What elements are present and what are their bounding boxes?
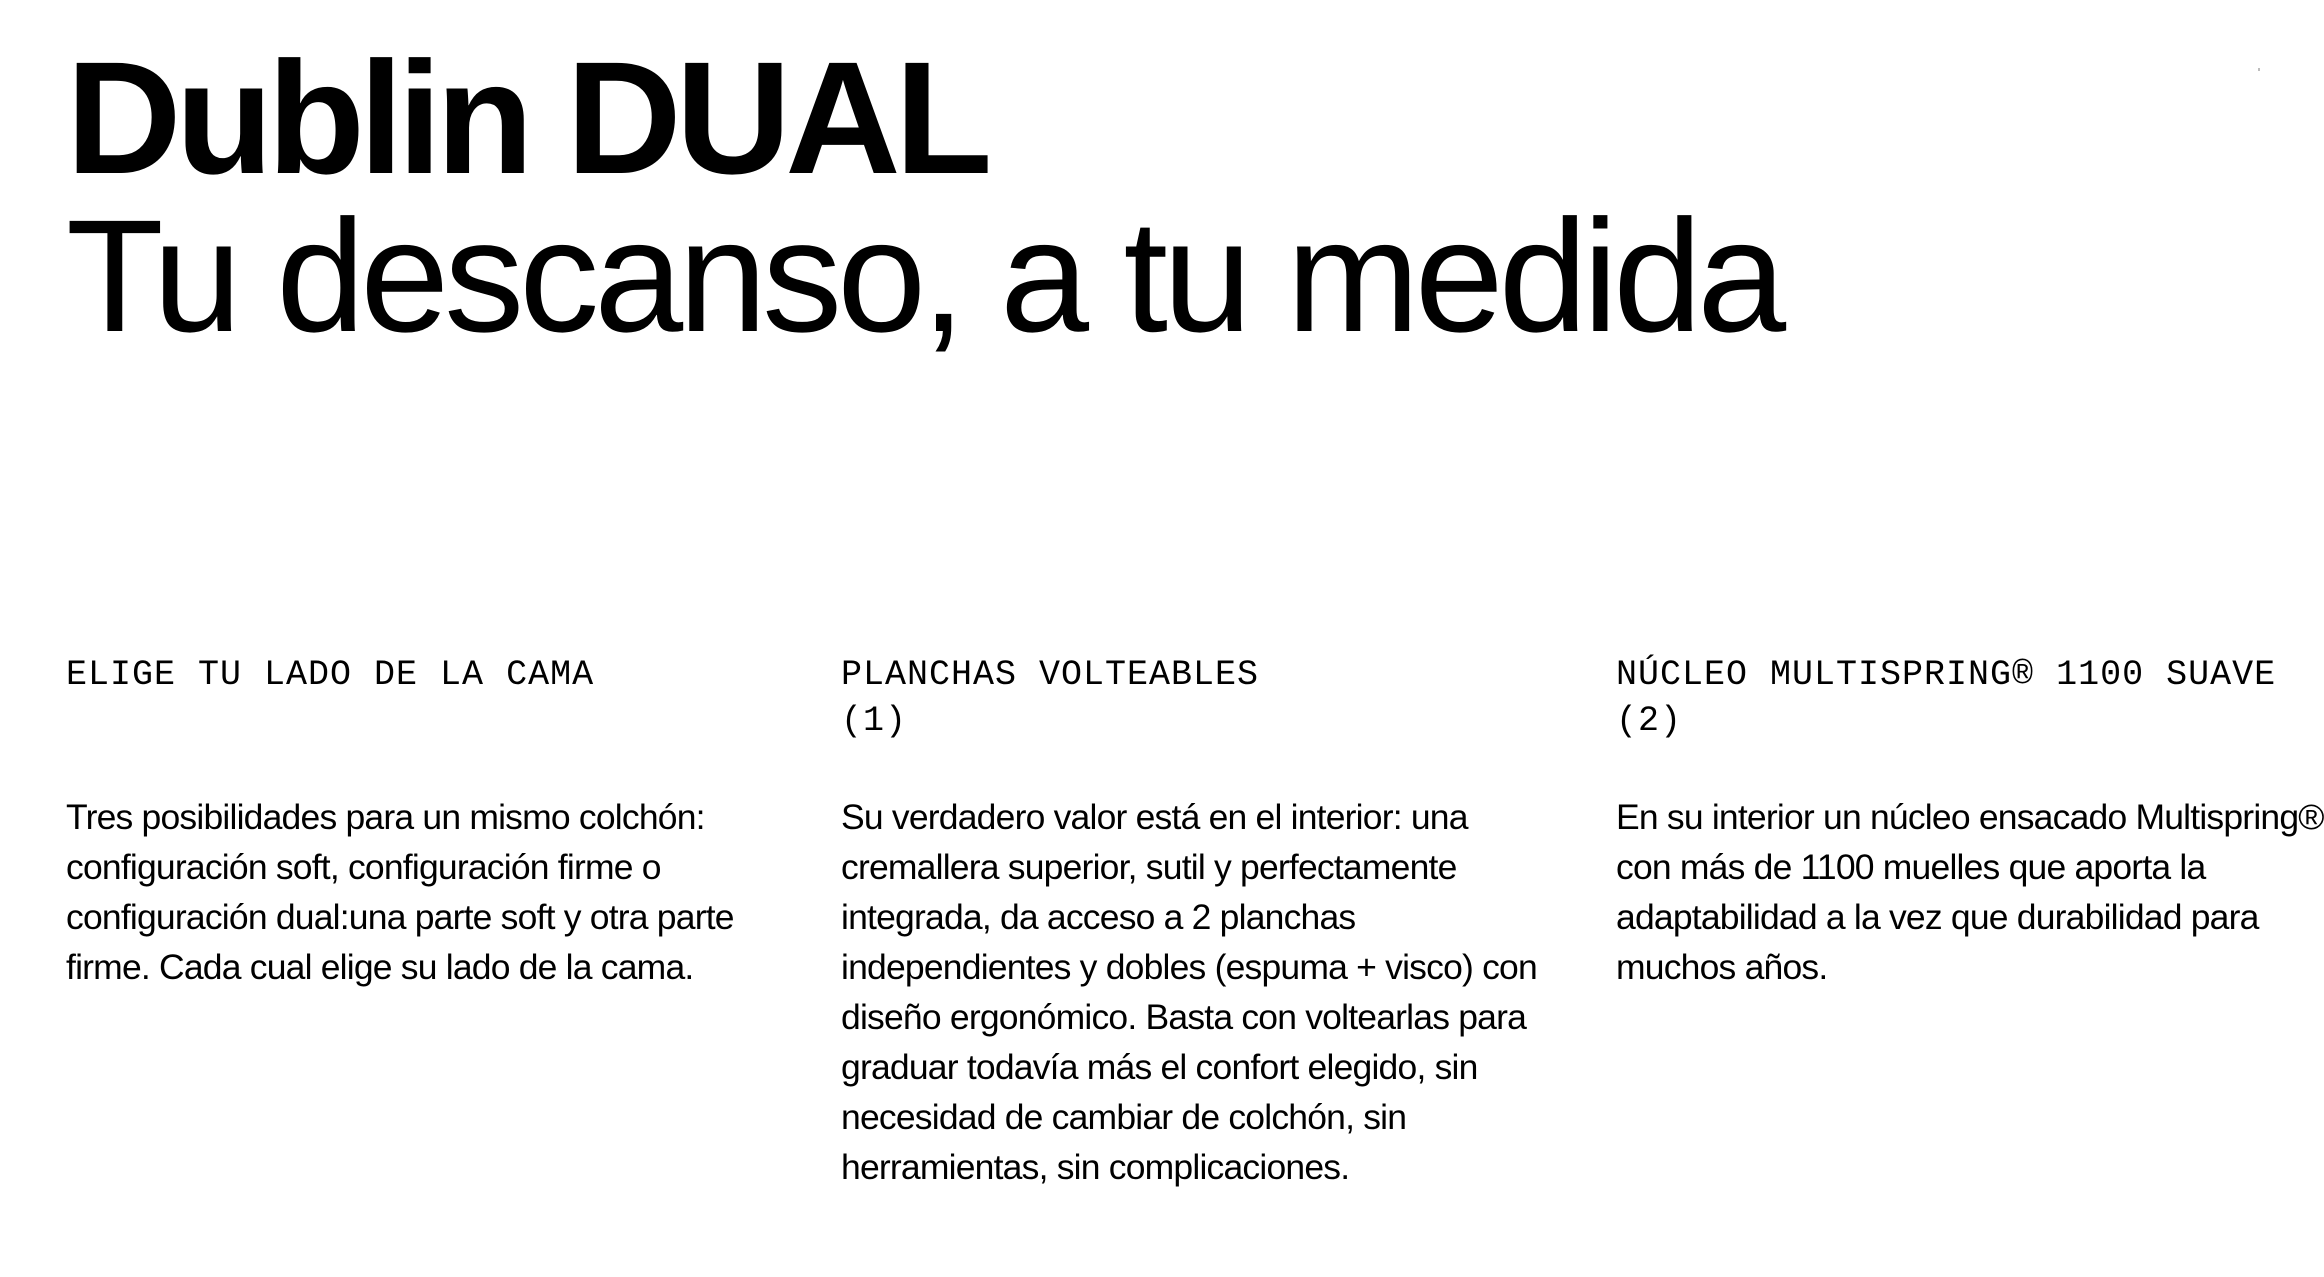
feature-flippable-panels xyxy=(841,652,1581,1192)
feature-heading xyxy=(66,652,806,792)
feature-heading-note: (1) xyxy=(841,701,908,741)
feature-heading-line: PLANCHAS VOLTEABLES xyxy=(841,655,1260,695)
feature-heading-note: (2) xyxy=(1616,701,1683,741)
page-subtitle: Tu descanso, a tu medida xyxy=(66,186,1782,365)
hero-header xyxy=(66,28,1782,365)
feature-body: Su verdadero valor está en el interior: una cremallera superior, sutil y perfectamente integrada, da acceso a 2 planchas independientes y dobles (espuma + visco) con diseño ergonómico. Basta con voltearlas para graduar todavía más el confort elegido, sin necesidad de cambiar de colchón, sin herramientas, sin complicaciones. xyxy=(841,797,1537,1187)
feature-body: Tres posibilidades para un mismo colchón: configuración soft, configuración firme o configuración dual:una parte soft y otra parte firme. Cada cual elige su lado de la cama. xyxy=(66,797,734,987)
feature-body: En su interior un núcleo ensacado Multispring® con más de 1100 muelles que aporta la adaptabilidad a la vez que durabilidad para muchos años. xyxy=(1616,797,2324,987)
page-title: Dublin DUAL xyxy=(66,28,987,207)
feature-heading xyxy=(841,652,1581,792)
feature-choose-side xyxy=(66,652,806,992)
decorative-dot xyxy=(2258,68,2260,71)
feature-heading xyxy=(1616,652,2324,792)
feature-multispring-core xyxy=(1616,652,2324,992)
feature-heading-line: ELIGE TU LADO DE LA CAMA xyxy=(66,655,595,695)
feature-heading-line: NÚCLEO MULTISPRING® 1100 SUAVE xyxy=(1616,655,2277,695)
